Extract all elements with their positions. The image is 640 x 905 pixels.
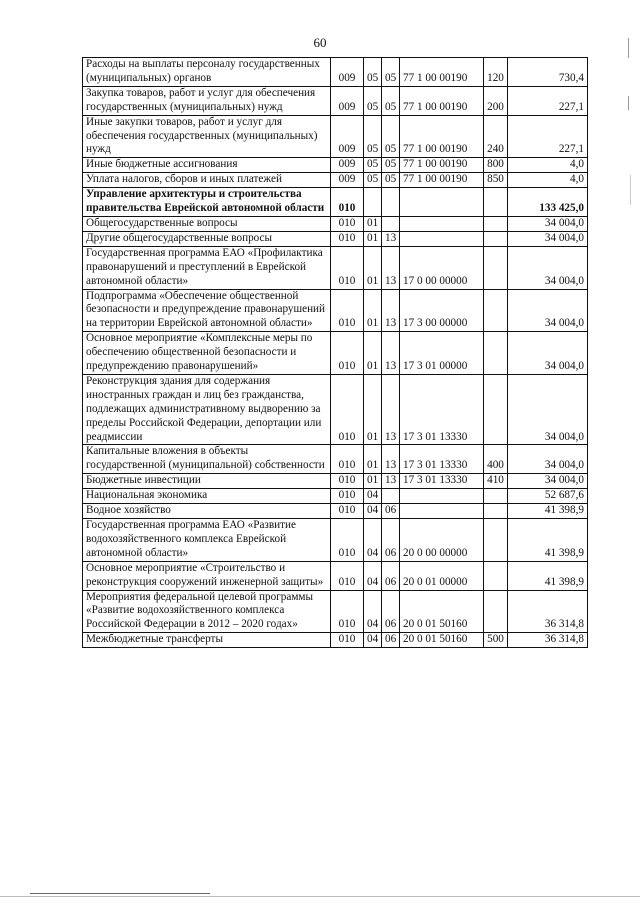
cell-amount: 36 314,8 — [508, 590, 588, 633]
cell-target-article: 20 0 01 50160 — [400, 590, 484, 633]
cell-target-article — [400, 231, 484, 246]
cell-amount: 34 004,0 — [508, 216, 588, 231]
cell-section: 04 — [364, 590, 382, 633]
cell-name: Общегосударственные вопросы — [83, 216, 331, 231]
cell-section: 01 — [364, 445, 382, 474]
cell-admin-code: 010 — [331, 633, 364, 648]
cell-subsection: 13 — [382, 289, 400, 332]
table-row — [83, 173, 588, 188]
cell-section: 04 — [364, 504, 382, 519]
table-row — [83, 246, 588, 289]
cell-amount: 730,4 — [508, 58, 588, 87]
table-row — [83, 590, 588, 633]
cell-subsection: 06 — [382, 633, 400, 648]
cell-expense-type — [484, 188, 508, 217]
table-row — [83, 332, 588, 375]
cell-admin-code: 010 — [331, 188, 364, 217]
table-row — [83, 445, 588, 474]
cell-name: Межбюджетные трансферты — [83, 633, 331, 648]
cell-target-article: 77 1 00 00190 — [400, 58, 484, 87]
table-row — [83, 216, 588, 231]
cell-target-article: 17 0 00 00000 — [400, 246, 484, 289]
cell-admin-code: 010 — [331, 504, 364, 519]
cell-section: 05 — [364, 173, 382, 188]
cell-expense-type: 850 — [484, 173, 508, 188]
cell-admin-code: 010 — [331, 231, 364, 246]
cell-target-article: 77 1 00 00190 — [400, 173, 484, 188]
cell-admin-code: 009 — [331, 86, 364, 115]
cell-name: Реконструкция здания для содержания иностранных граждан и лиц без гражданства, подлежащих административному выдворению за пределы Российской Федерации, депортации или реадмиссии — [83, 374, 331, 445]
cell-amount: 34 004,0 — [508, 332, 588, 375]
cell-subsection: 06 — [382, 504, 400, 519]
cell-name: Управление архитектуры и строительства правительства Еврейской автономной области — [83, 188, 331, 217]
cell-name: Уплата налогов, сборов и иных платежей — [83, 173, 331, 188]
cell-name: Иные закупки товаров, работ и услуг для обеспечения государственных (муниципальных) нужд — [83, 115, 331, 158]
scan-artifact-line — [0, 896, 640, 897]
cell-admin-code: 010 — [331, 474, 364, 489]
cell-section: 01 — [364, 246, 382, 289]
cell-amount: 41 398,9 — [508, 504, 588, 519]
cell-amount: 227,1 — [508, 86, 588, 115]
cell-admin-code: 009 — [331, 58, 364, 87]
cell-target-article — [400, 489, 484, 504]
cell-expense-type — [484, 504, 508, 519]
cell-subsection: 06 — [382, 519, 400, 562]
cell-target-article: 20 0 01 00000 — [400, 561, 484, 590]
table-row — [83, 289, 588, 332]
page-number: 60 — [313, 35, 327, 50]
cell-section: 04 — [364, 489, 382, 504]
cell-expense-type — [484, 374, 508, 445]
cell-expense-type: 410 — [484, 474, 508, 489]
cell-expense-type: 800 — [484, 158, 508, 173]
budget-table-body — [83, 58, 588, 648]
table-row — [83, 489, 588, 504]
table-row — [83, 504, 588, 519]
cell-amount: 4,0 — [508, 158, 588, 173]
cell-name: Государственная программа ЕАО «Профилактика правонарушений и преступлений в Еврейской автономной области» — [83, 246, 331, 289]
cell-amount: 34 004,0 — [508, 231, 588, 246]
cell-subsection: 05 — [382, 58, 400, 87]
cell-amount: 52 687,6 — [508, 489, 588, 504]
cell-admin-code: 010 — [331, 374, 364, 445]
cell-admin-code: 010 — [331, 445, 364, 474]
cell-section: 05 — [364, 58, 382, 87]
cell-expense-type — [484, 246, 508, 289]
cell-section: 04 — [364, 633, 382, 648]
cell-name: Другие общегосударственные вопросы — [83, 231, 331, 246]
cell-amount: 34 004,0 — [508, 445, 588, 474]
table-row — [83, 519, 588, 562]
cell-amount: 34 004,0 — [508, 289, 588, 332]
table-row — [83, 231, 588, 246]
table-row — [83, 158, 588, 173]
cell-target-article — [400, 216, 484, 231]
cell-expense-type — [484, 489, 508, 504]
cell-amount: 34 004,0 — [508, 474, 588, 489]
cell-name: Водное хозяйство — [83, 504, 331, 519]
cell-expense-type: 120 — [484, 58, 508, 87]
cell-amount: 227,1 — [508, 115, 588, 158]
cell-expense-type — [484, 231, 508, 246]
cell-admin-code: 010 — [331, 216, 364, 231]
cell-target-article: 17 3 01 00000 — [400, 332, 484, 375]
cell-subsection: 06 — [382, 590, 400, 633]
table-row — [83, 188, 588, 217]
scan-artifact-line — [30, 893, 210, 894]
cell-subsection — [382, 489, 400, 504]
cell-expense-type — [484, 332, 508, 375]
table-row — [83, 115, 588, 158]
cell-expense-type — [484, 561, 508, 590]
cell-expense-type: 500 — [484, 633, 508, 648]
cell-name: Иные бюджетные ассигнования — [83, 158, 331, 173]
cell-admin-code: 009 — [331, 158, 364, 173]
cell-section: 05 — [364, 115, 382, 158]
cell-subsection — [382, 216, 400, 231]
table-row — [83, 58, 588, 87]
cell-subsection: 13 — [382, 246, 400, 289]
cell-subsection: 05 — [382, 173, 400, 188]
cell-section: 05 — [364, 86, 382, 115]
cell-expense-type — [484, 519, 508, 562]
cell-name: Основное мероприятие «Строительство и реконструкция сооружений инженерной защиты» — [83, 561, 331, 590]
cell-admin-code: 009 — [331, 115, 364, 158]
cell-target-article: 17 3 01 13330 — [400, 474, 484, 489]
cell-section: 04 — [364, 561, 382, 590]
cell-subsection: 13 — [382, 474, 400, 489]
cell-amount: 36 314,8 — [508, 633, 588, 648]
cell-name: Расходы на выплаты персоналу государственных (муниципальных) органов — [83, 58, 331, 87]
cell-subsection: 13 — [382, 374, 400, 445]
budget-table — [82, 57, 588, 648]
cell-expense-type — [484, 216, 508, 231]
cell-subsection: 05 — [382, 86, 400, 115]
cell-subsection: 13 — [382, 332, 400, 375]
cell-target-article: 17 3 00 00000 — [400, 289, 484, 332]
scan-artifact-mark — [628, 38, 629, 58]
cell-subsection: 13 — [382, 445, 400, 474]
cell-section: 01 — [364, 231, 382, 246]
cell-admin-code: 010 — [331, 590, 364, 633]
scan-artifact-mark — [628, 96, 629, 110]
cell-admin-code: 010 — [331, 332, 364, 375]
cell-admin-code: 010 — [331, 561, 364, 590]
cell-expense-type — [484, 590, 508, 633]
table-row — [83, 633, 588, 648]
cell-amount: 4,0 — [508, 173, 588, 188]
cell-target-article: 77 1 00 00190 — [400, 86, 484, 115]
cell-section: 05 — [364, 158, 382, 173]
cell-name: Мероприятия федеральной целевой программы «Развитие водохозяйственного комплекса Российской Федерации в 2012 – 2020 годах» — [83, 590, 331, 633]
cell-expense-type: 200 — [484, 86, 508, 115]
cell-amount: 34 004,0 — [508, 246, 588, 289]
cell-name: Подпрограмма «Обеспечение общественной безопасности и предупреждение правонарушений на территории Еврейской автономной области» — [83, 289, 331, 332]
cell-section: 01 — [364, 374, 382, 445]
cell-section: 01 — [364, 289, 382, 332]
cell-target-article: 20 0 00 00000 — [400, 519, 484, 562]
cell-subsection — [382, 188, 400, 217]
cell-admin-code: 010 — [331, 519, 364, 562]
table-row — [83, 474, 588, 489]
cell-name: Капитальные вложения в объекты государственной (муниципальной) собственности — [83, 445, 331, 474]
cell-target-article — [400, 504, 484, 519]
cell-subsection: 05 — [382, 115, 400, 158]
cell-target-article: 17 3 01 13330 — [400, 374, 484, 445]
cell-expense-type — [484, 289, 508, 332]
cell-section: 01 — [364, 474, 382, 489]
cell-target-article: 77 1 00 00190 — [400, 115, 484, 158]
cell-section: 01 — [364, 216, 382, 231]
cell-admin-code: 010 — [331, 289, 364, 332]
cell-name: Национальная экономика — [83, 489, 331, 504]
scan-artifact-mark — [630, 175, 631, 205]
cell-subsection: 05 — [382, 158, 400, 173]
cell-section: 01 — [364, 332, 382, 375]
cell-section — [364, 188, 382, 217]
cell-amount: 41 398,9 — [508, 519, 588, 562]
cell-amount: 133 425,0 — [508, 188, 588, 217]
cell-admin-code: 010 — [331, 489, 364, 504]
cell-name: Основное мероприятие «Комплексные меры по обеспечению общественной безопасности и предупреждению правонарушений» — [83, 332, 331, 375]
cell-target-article: 77 1 00 00190 — [400, 158, 484, 173]
cell-subsection: 06 — [382, 561, 400, 590]
cell-subsection: 13 — [382, 231, 400, 246]
cell-admin-code: 010 — [331, 246, 364, 289]
cell-target-article: 17 3 01 13330 — [400, 445, 484, 474]
cell-expense-type: 400 — [484, 445, 508, 474]
cell-amount: 41 398,9 — [508, 561, 588, 590]
table-row — [83, 374, 588, 445]
cell-name: Государственная программа ЕАО «Развитие водохозяйственного комплекса Еврейской автономной области» — [83, 519, 331, 562]
cell-target-article — [400, 188, 484, 217]
cell-expense-type: 240 — [484, 115, 508, 158]
cell-name: Закупка товаров, работ и услуг для обеспечения государственных (муниципальных) нужд — [83, 86, 331, 115]
cell-name: Бюджетные инвестиции — [83, 474, 331, 489]
cell-section: 04 — [364, 519, 382, 562]
cell-admin-code: 009 — [331, 173, 364, 188]
table-row — [83, 561, 588, 590]
table-row — [83, 86, 588, 115]
cell-amount: 34 004,0 — [508, 374, 588, 445]
cell-target-article: 20 0 01 50160 — [400, 633, 484, 648]
